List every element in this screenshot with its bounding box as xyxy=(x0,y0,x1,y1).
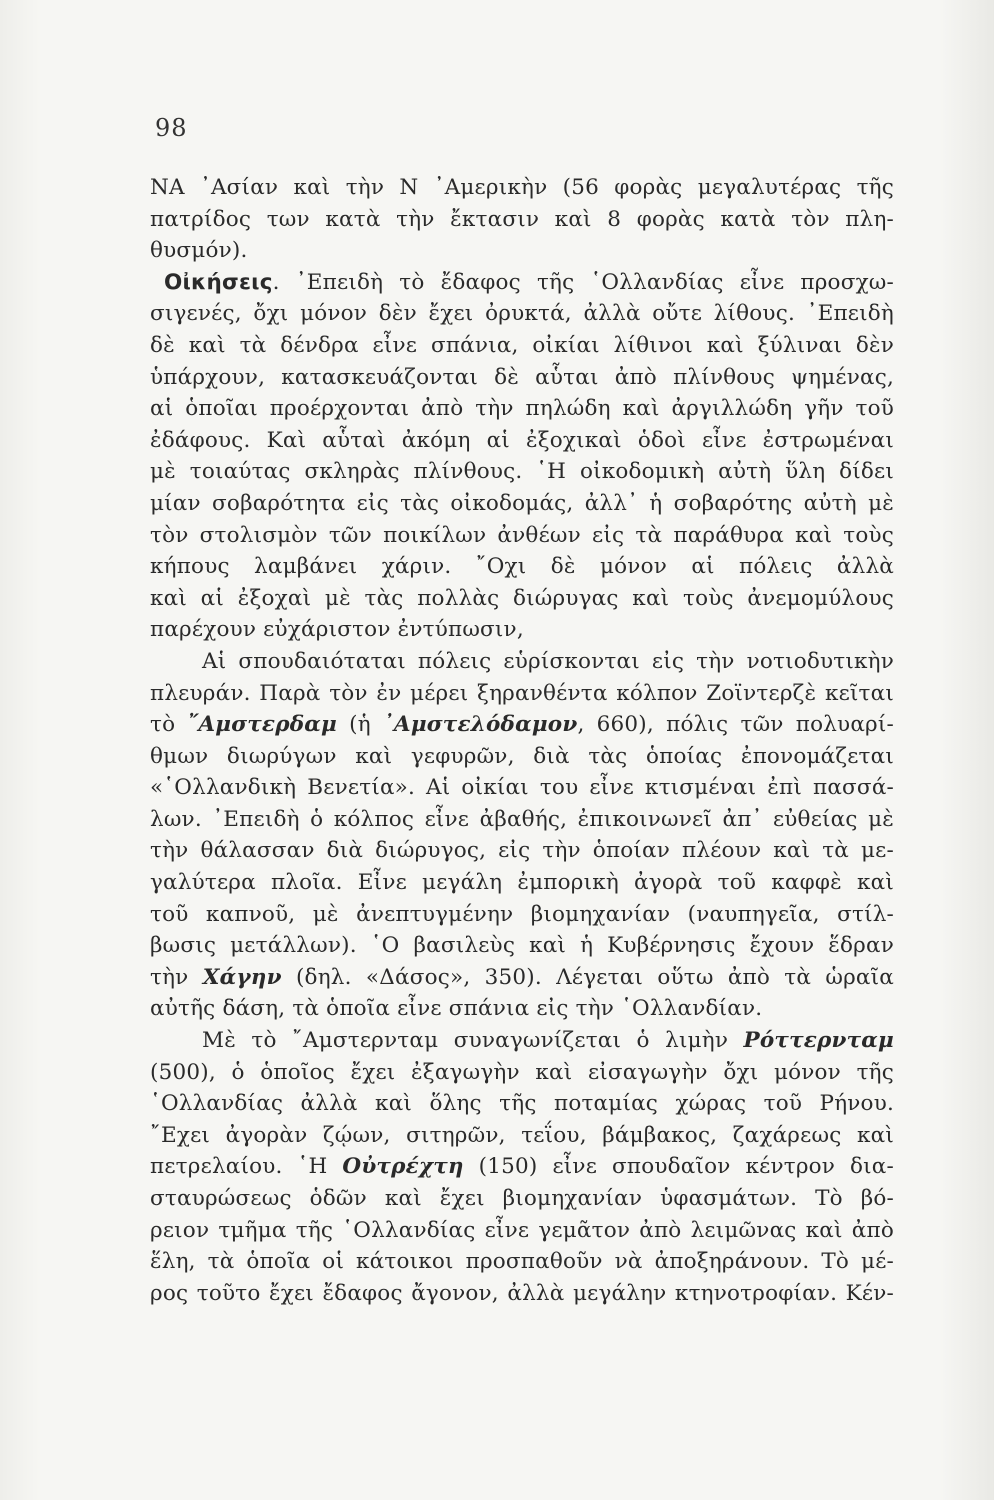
text-line xyxy=(150,583,894,615)
text-run: γαλύτερα πλοῖα. Εἶνε μεγάλη ἐμπορικὴ ἀγορὰ τοῦ καφφὲ καὶ xyxy=(150,870,894,896)
text-line xyxy=(150,1246,894,1278)
text-line xyxy=(150,425,894,457)
text-run: αὐτῆς δάση, τὰ ὁποῖα εἶνε σπάνια εἰς τὴν ῾Ολλανδίαν. xyxy=(150,996,763,1022)
text-line xyxy=(150,678,894,710)
text-run: ρος τοῦτο ἔχει ἔδαφος ἄγονον, ἀλλὰ μεγάλην κτηνοτροφίαν. Κέν- xyxy=(150,1280,894,1306)
text-run: παρέχουν εὐχάριστον ἐντύπωσιν, xyxy=(150,617,524,643)
text-run: , 660), πόλις τῶν πολυαρί- xyxy=(577,712,894,738)
place-name: ῎Αμστερδαμ xyxy=(187,712,337,738)
text-run: ρειον τμῆμα τῆς ῾Ολλανδίας εἶνε γεμᾶτον ἀπὸ λειμῶνας καὶ ἀπὸ xyxy=(150,1217,894,1243)
text-line xyxy=(150,267,894,299)
text-line xyxy=(150,172,894,204)
text-line xyxy=(150,551,894,583)
text-run: (150) εἶνε σπουδαῖον κέντρον δια- xyxy=(463,1154,894,1180)
text-run: τὸ xyxy=(150,712,188,738)
text-line xyxy=(150,204,894,236)
text-line xyxy=(150,235,894,267)
text-run: τὴν θάλασσαν διὰ διώρυγος, εἰς τὴν ὁποίαν πλέουν καὶ τὰ με- xyxy=(150,838,894,864)
section-heading: Οἰκήσεις xyxy=(164,269,273,295)
text-run: μίαν σοβαρότητα εἰς τὰς οἰκοδομάς, ἀλλ᾿ ἡ σοβαρότης αὐτὴ μὲ xyxy=(150,490,894,516)
text-line xyxy=(150,772,894,804)
text-line xyxy=(150,1278,894,1310)
text-run: τὸν στολισμὸν τῶν ποικίλων ἀνθέων εἰς τὰ παράθυρα καὶ τοὺς xyxy=(150,522,894,548)
text-run: ΝΑ ᾿Ασίαν καὶ τὴν Ν ᾿Αμερικὴν (56 φορὰς μεγαλυτέρας τῆς xyxy=(150,175,894,200)
text-line xyxy=(150,993,894,1025)
text-run: μὲ τοιαύτας σκληρὰς πλίνθους. ῾Η οἰκοδομικὴ αὐτὴ ὕλη δίδει xyxy=(150,459,894,485)
place-name: Χάγην xyxy=(202,964,282,990)
text-run: πλευράν. Παρὰ τὸν ἐν μέρει ξηρανθέντα κόλπον Ζοϊντερζὲ κεῖται xyxy=(150,680,894,706)
text-run: τὴν xyxy=(150,964,203,990)
text-run: καὶ αἱ ἐξοχαὶ μὲ τὰς πολλὰς διώρυγας καὶ τοὺς ἀνεμομύλους xyxy=(150,585,894,611)
text-run: «῾Ολλανδικὴ Βενετία». Αἱ οἰκίαι του εἶνε κτισμέναι ἐπὶ πασσά- xyxy=(150,775,894,801)
text-run: (500), ὁ ὁποῖος ἔχει ἐξαγωγὴν καὶ εἰσαγωγὴν ὄχι μόνον τῆς xyxy=(150,1059,894,1085)
text-run: . ᾿Επειδὴ τὸ ἔδαφος τῆς ῾Ολλανδίας εἶνε προσχω- xyxy=(272,269,894,295)
place-name: Ρόττερνταμ xyxy=(743,1028,894,1054)
text-run: ἕλη, τὰ ὁποῖα οἱ κάτοικοι προσπαθοῦν νὰ ἀποξηράνουν. Τὸ μέ- xyxy=(150,1249,894,1275)
text-line xyxy=(150,930,894,962)
text-line xyxy=(150,1183,894,1215)
text-run: Αἱ σπουδαιόταται πόλεις εὑρίσκονται εἰς τὴν νοτιοδυτικὴν xyxy=(202,648,894,674)
text-line xyxy=(150,899,894,931)
text-line xyxy=(150,1088,894,1120)
text-run: ὑπάρχουν, κατασκευάζονται δὲ αὗται ἀπὸ πλίνθους ψημένας, xyxy=(150,364,894,390)
text-run: Μὲ τὸ ῎Αμστερνταμ συναγωνίζεται ὁ λιμὴν xyxy=(202,1028,744,1054)
text-line xyxy=(150,330,894,362)
text-line xyxy=(150,1057,894,1089)
text-line xyxy=(150,867,894,899)
text-line xyxy=(150,456,894,488)
text-run: δὲ καὶ τὰ δένδρα εἶνε σπάνια, οἰκίαι λίθινοι καὶ ξύλιναι δὲν xyxy=(150,332,894,358)
body-text xyxy=(150,172,894,1309)
text-line xyxy=(150,1025,894,1057)
text-line xyxy=(150,1120,894,1152)
text-run: αἱ ὁποῖαι προέρχονται ἀπὸ τὴν πηλώδη καὶ ἀργιλλώδη γῆν τοῦ xyxy=(150,396,894,422)
page-number: 98 xyxy=(155,114,188,142)
place-name: ᾿Αμστελόδαμον xyxy=(382,712,578,738)
text-run: σταυρώσεως ὁδῶν καὶ ἔχει βιομηχανίαν ὑφασμάτων. Τὸ βό- xyxy=(150,1186,894,1211)
text-line xyxy=(150,614,894,646)
text-line xyxy=(150,646,894,678)
text-run: τοῦ καπνοῦ, μὲ ἀνεπτυγμένην βιομηχανίαν (ναυπηγεῖα, στίλ- xyxy=(150,901,894,927)
text-run: λων. ᾿Επειδὴ ὁ κόλπος εἶνε ἀβαθής, ἐπικοινωνεῖ ἀπ᾿ εὐθείας μὲ xyxy=(150,806,894,832)
text-line xyxy=(150,1215,894,1247)
text-run: θυσμόν). xyxy=(150,238,248,264)
text-run: θμων διωρύγων καὶ γεφυρῶν, διὰ τὰς ὁποίας ἐπονομάζεται xyxy=(150,743,894,769)
text-line xyxy=(150,741,894,773)
text-line xyxy=(150,804,894,836)
text-line xyxy=(150,298,894,330)
text-run: ἐδάφους. Καὶ αὗταὶ ἀκόμη αἱ ἐξοχικαὶ ὁδοὶ εἶνε ἐστρωμέναι xyxy=(150,427,894,453)
text-run: ῾Ολλανδίας ἀλλὰ καὶ ὅλης τῆς ποταμίας χώρας τοῦ Ρήνου. xyxy=(150,1091,894,1117)
place-name: Οὐτρέχτη xyxy=(342,1154,464,1180)
text-run: πατρίδος των κατὰ τὴν ἔκτασιν καὶ 8 φορὰς κατὰ τὸν πλη- xyxy=(150,206,894,232)
text-run: ῎Εχει ἀγορὰν ζῴων, σιτηρῶν, τεΐου, βάμβακος, ζαχάρεως καὶ xyxy=(150,1122,894,1148)
text-line xyxy=(150,835,894,867)
text-run: σιγενές, ὄχι μόνον δὲν ἔχει ὀρυκτά, ἀλλὰ οὔτε λίθους. ᾿Επειδὴ xyxy=(150,301,894,327)
text-run: κήπους λαμβάνει χάριν. ῎Οχι δὲ μόνον αἱ πόλεις ἀλλὰ xyxy=(150,554,894,580)
text-line xyxy=(150,362,894,394)
text-line xyxy=(150,393,894,425)
text-line xyxy=(150,1151,894,1183)
text-run: πετρελαίου. ῾Η xyxy=(150,1154,343,1180)
text-run: βωσις μετάλλων). ῾Ο βασιλεὺς καὶ ἡ Κυβέρνησις ἔχουν ἕδραν xyxy=(150,933,894,959)
text-line xyxy=(150,520,894,552)
text-run: (ἡ xyxy=(336,712,383,738)
text-line xyxy=(150,709,894,741)
text-line xyxy=(150,488,894,520)
text-run: (δηλ. «Δάσος», 350). Λέγεται οὕτω ἀπὸ τὰ ὡραῖα xyxy=(281,964,895,990)
text-line xyxy=(150,962,894,994)
